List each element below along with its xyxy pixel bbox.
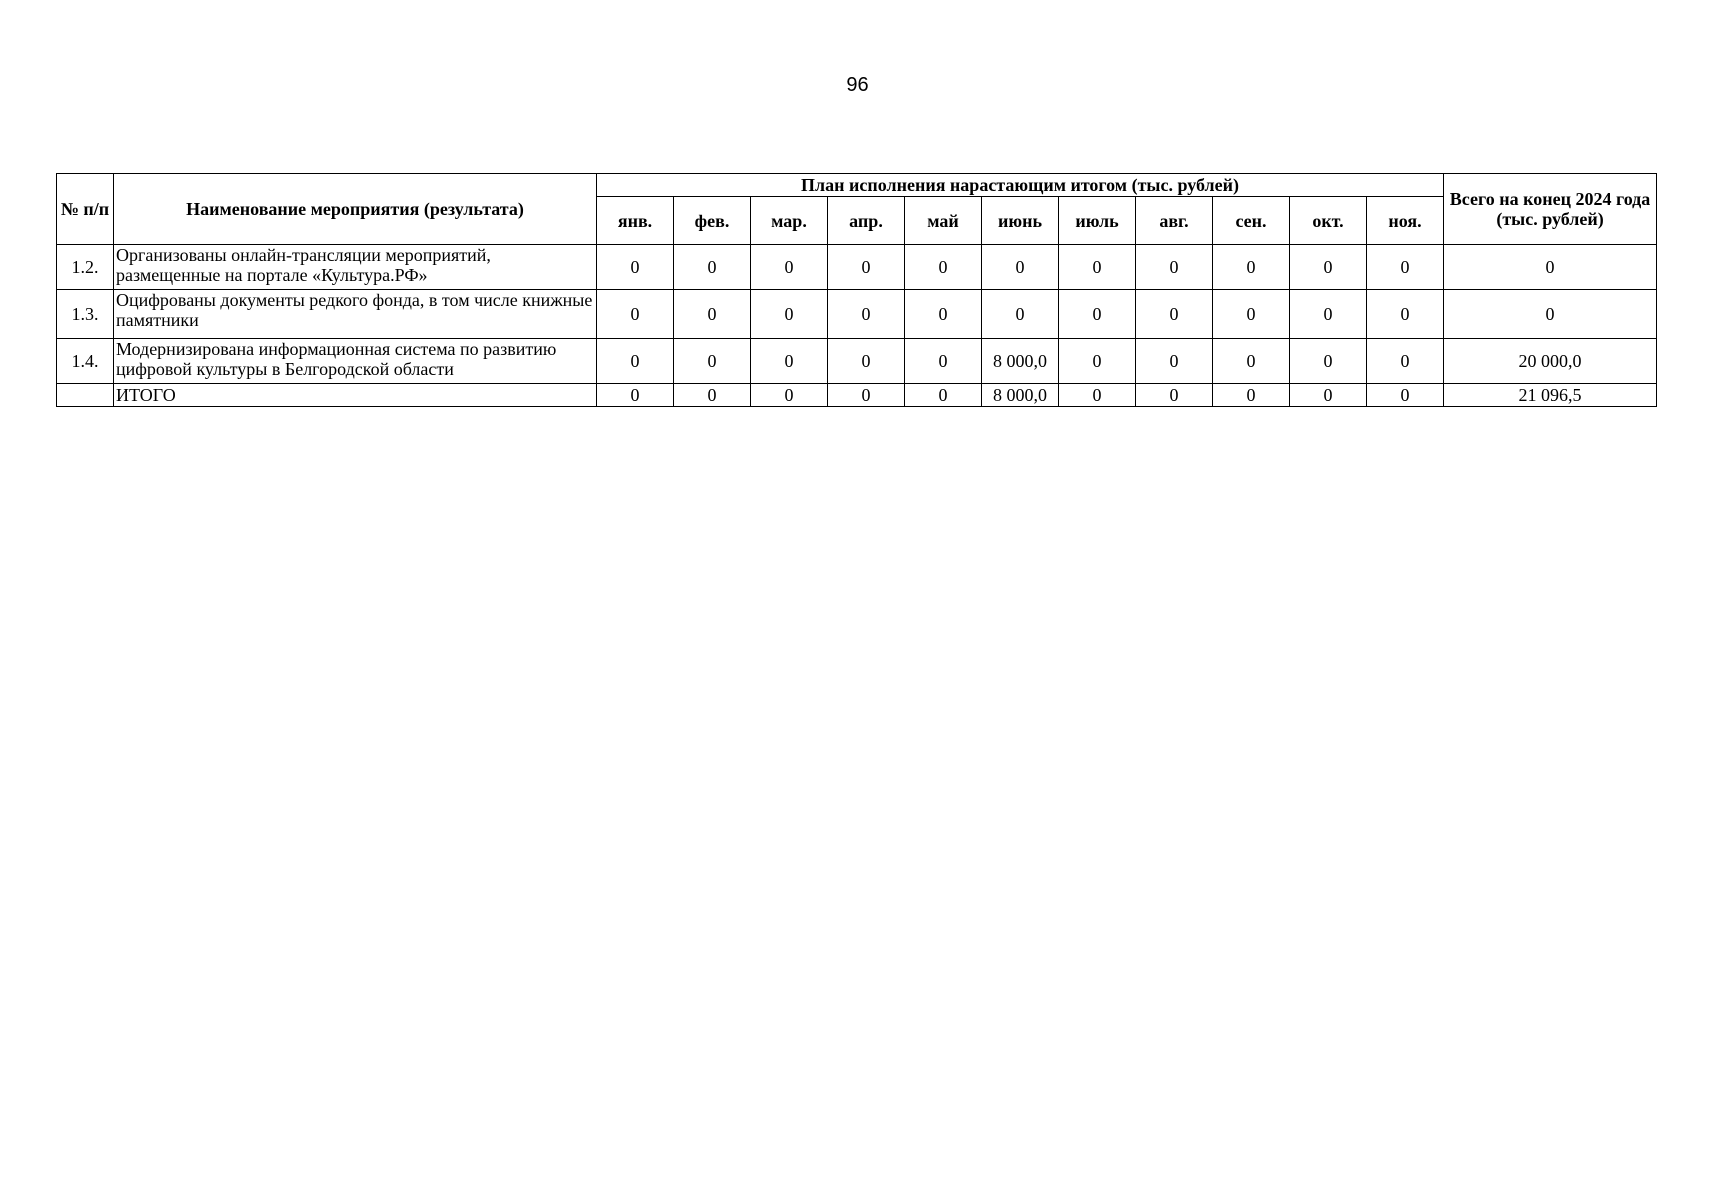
month-value: 0 xyxy=(828,384,905,407)
header-number: № п/п xyxy=(57,174,114,245)
month-value: 0 xyxy=(828,290,905,339)
row-number: 1.2. xyxy=(57,245,114,290)
month-value: 0 xyxy=(1136,290,1213,339)
header-plan-group: План исполнения нарастающим итогом (тыс. рублей) xyxy=(597,174,1444,197)
row-total: 0 xyxy=(1444,290,1657,339)
month-value: 0 xyxy=(1059,245,1136,290)
month-value: 0 xyxy=(597,384,674,407)
month-value: 0 xyxy=(1290,384,1367,407)
page-number: 96 xyxy=(846,74,869,96)
header-month: фев. xyxy=(674,197,751,245)
header-month: авг. xyxy=(1136,197,1213,245)
month-value: 0 xyxy=(1367,384,1444,407)
table-row-total xyxy=(57,384,1657,407)
row-total: 21 096,5 xyxy=(1444,384,1657,407)
month-value: 8 000,0 xyxy=(982,339,1059,384)
month-value: 0 xyxy=(751,290,828,339)
month-value: 0 xyxy=(597,290,674,339)
month-value: 0 xyxy=(1367,339,1444,384)
month-value: 8 000,0 xyxy=(982,384,1059,407)
month-value: 0 xyxy=(597,339,674,384)
month-value: 0 xyxy=(597,245,674,290)
row-number: 1.3. xyxy=(57,290,114,339)
month-value: 0 xyxy=(1290,245,1367,290)
month-value: 0 xyxy=(1367,245,1444,290)
header-month: ноя. xyxy=(1367,197,1444,245)
header-month: окт. xyxy=(1290,197,1367,245)
month-value: 0 xyxy=(905,245,982,290)
header-month: июнь xyxy=(982,197,1059,245)
header-total: Всего на конец 2024 года (тыс. рублей) xyxy=(1444,174,1657,245)
month-value: 0 xyxy=(751,384,828,407)
plan-table xyxy=(56,173,1657,407)
table-row xyxy=(57,245,1657,290)
header-month: сен. xyxy=(1213,197,1290,245)
row-name: Модернизирована информационная система по развитию цифровой культуры в Белгородской области xyxy=(114,339,597,384)
month-value: 0 xyxy=(1059,290,1136,339)
month-value: 0 xyxy=(1059,339,1136,384)
month-value: 0 xyxy=(828,245,905,290)
month-value: 0 xyxy=(674,290,751,339)
header-month: май xyxy=(905,197,982,245)
header-name: Наименование мероприятия (результата) xyxy=(114,174,597,245)
row-name: ИТОГО xyxy=(114,384,597,407)
month-value: 0 xyxy=(1367,290,1444,339)
month-value: 0 xyxy=(674,339,751,384)
header-month: янв. xyxy=(597,197,674,245)
month-value: 0 xyxy=(1136,339,1213,384)
row-number: 1.4. xyxy=(57,339,114,384)
month-value: 0 xyxy=(828,339,905,384)
month-value: 0 xyxy=(905,339,982,384)
header-month: июль xyxy=(1059,197,1136,245)
table-row xyxy=(57,339,1657,384)
month-value: 0 xyxy=(1290,290,1367,339)
month-value: 0 xyxy=(1213,245,1290,290)
header-month: мар. xyxy=(751,197,828,245)
month-value: 0 xyxy=(674,384,751,407)
month-value: 0 xyxy=(1059,384,1136,407)
row-total: 0 xyxy=(1444,245,1657,290)
month-value: 0 xyxy=(1136,245,1213,290)
month-value: 0 xyxy=(1213,339,1290,384)
row-name: Организованы онлайн-трансляции мероприятий, размещенные на портале «Культура.РФ» xyxy=(114,245,597,290)
month-value: 0 xyxy=(1213,384,1290,407)
month-value: 0 xyxy=(982,290,1059,339)
month-value: 0 xyxy=(905,384,982,407)
month-value: 0 xyxy=(751,339,828,384)
table-row xyxy=(57,290,1657,339)
month-value: 0 xyxy=(905,290,982,339)
month-value: 0 xyxy=(982,245,1059,290)
month-value: 0 xyxy=(751,245,828,290)
header-month: апр. xyxy=(828,197,905,245)
month-value: 0 xyxy=(1136,384,1213,407)
row-name: Оцифрованы документы редкого фонда, в том числе книжные памятники xyxy=(114,290,597,339)
month-value: 0 xyxy=(674,245,751,290)
month-value: 0 xyxy=(1290,339,1367,384)
row-number xyxy=(57,384,114,407)
row-total: 20 000,0 xyxy=(1444,339,1657,384)
month-value: 0 xyxy=(1213,290,1290,339)
